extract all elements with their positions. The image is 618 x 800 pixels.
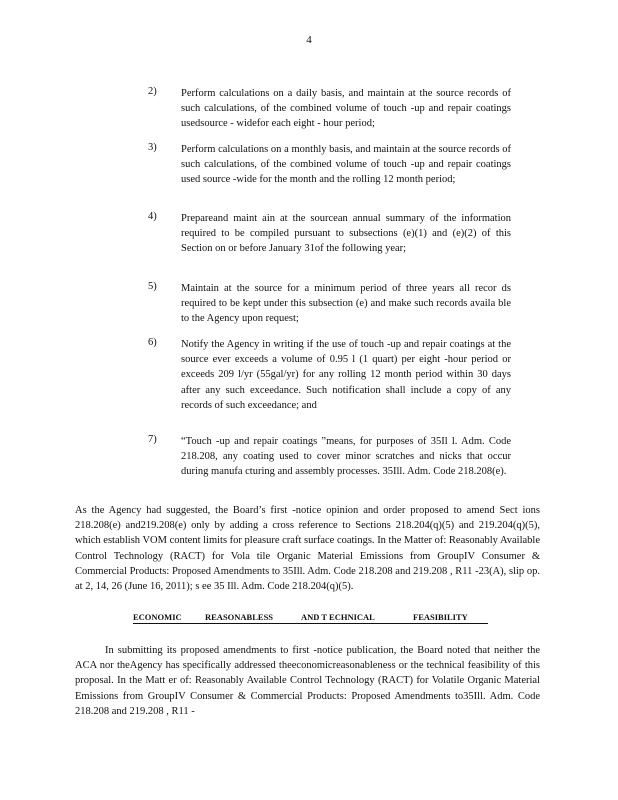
list-item-number: 7) (148, 434, 157, 445)
list-item-text: Prepareand maint ain at the sourcean annual summary of the information required to be compiled pursuant to subsections (e)(1) and (e)(2) of this Section on or before January 31of the following year; (181, 213, 511, 255)
list-item (148, 434, 518, 480)
heading-word: AND T ECHNICAL (301, 612, 375, 622)
list-item (148, 281, 518, 327)
list-item-number: 6) (148, 337, 157, 348)
heading-word: ECONOMIC (133, 612, 182, 622)
page-number: 4 (306, 34, 312, 46)
list-item-text: Maintain at the source for a minimum period of three years all recor ds required to be kept under this subsection (e) and make such records availa ble to the Agency upon request; (181, 283, 511, 325)
body-paragraph: In submitting its proposed amendments to first -notice publication, the Board noted that neither the ACA nor theAgency has specifically addressed theeconomicreasonableness or the technical feasibility of this proposal. In the Matt er of: Reasonably Available Control Technology (RACT) for Volatile Organic Material Emissions from GroupIV Consumer & Commercial Products: Proposed Amendments to35Ill. Adm. Code 218.208 and 219.208 , R11 - (75, 645, 540, 717)
heading-word: REASONABLESS (205, 612, 274, 622)
body-paragraph: As the Agency had suggested, the Board’s first -notice opinion and order proposed to amend Sect ions 218.208(e) and219.208(e) only by adding a cross reference to Sections 218.204(q)(5) and 219.204(q)(5), which establish VOM content limits for pleasure craft surface coatings. In the Matter of: Reasonably Available Control Technology (RACT) for Vola tile Organic Material Emissions from GroupIV Consumer & Commercial Products: Proposed Amendments to 35Ill. Adm. Code 218.208 and 219.208 , R11 -23(A), slip op. at 2, 14, 26 (June 16, 2011); s ee 35 Ill. Adm. Code 218.204(q)(5). (75, 505, 540, 593)
list-item-text: Notify the Agency in writing if the use of touch -up and repair coatings at the source ever exceeds a volume of 0.95 l (1 quart) per eight -hour period or exceeds 209 l/yr (55gal/yr) for any rolling 12 month period within 30 days after any such exceedance. Such notification shall include a copy of any records of such exceedance; and (181, 339, 511, 411)
list-item-text: Perform calculations on a daily basis, and maintain at the source records of such calculations, of the combined volume of touch -up and repair coatings usedsource - widefor each eight - hour period; (181, 88, 511, 130)
list-item (148, 142, 518, 188)
list-item-text: “Touch -up and repair coatings ”means, for purposes of 35Il l. Adm. Code 218.208, any coating used to cover minor scratches and nicks that occur during manufa cturing and assembly processes. 35Ill. Adm. Code 218.208(e). (181, 436, 511, 478)
section-heading (133, 612, 488, 624)
list-item (148, 337, 518, 413)
heading-word: FEASIBILITY (413, 612, 468, 622)
list-item-number: 5) (148, 281, 157, 292)
list-item-number: 4) (148, 211, 157, 222)
list-item (148, 86, 518, 132)
list-item (148, 211, 518, 257)
list-item-number: 3) (148, 142, 157, 153)
list-item-text: Perform calculations on a monthly basis, and maintain at the source records of such calculations, of the combined volume of touch -up and repair coatings used source -wide for the month and the rolling 12 month period; (181, 144, 511, 186)
list-item-number: 2) (148, 86, 157, 97)
